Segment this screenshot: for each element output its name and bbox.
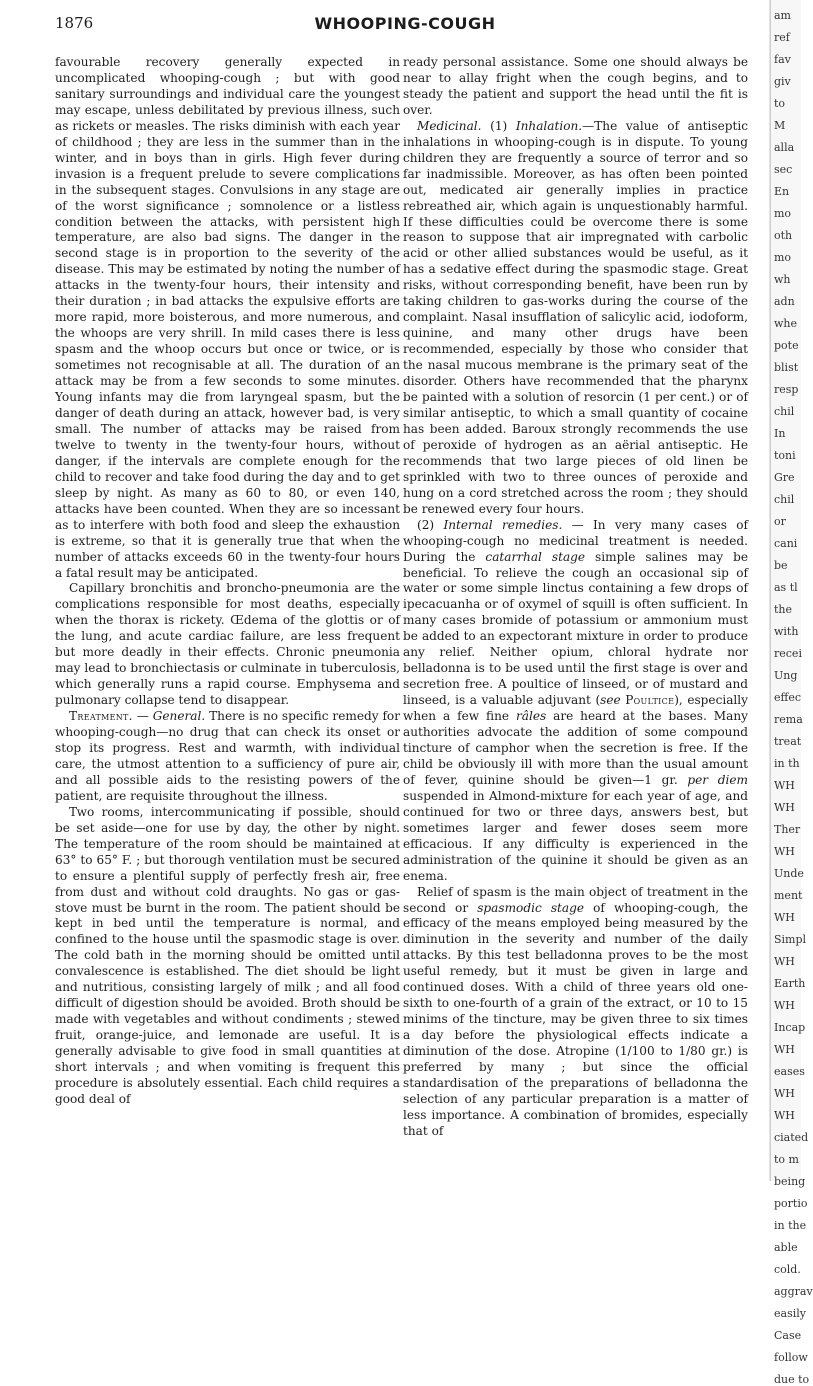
edge-fragment: chil [774,493,795,506]
text: ), especially when a few fine [403,693,748,724]
text: — In very many cases of whooping-cough no medicinal treatment is needed. During the [403,517,748,564]
edge-fragment: aggrav [774,1285,813,1298]
edge-fragment: rema [774,713,803,726]
edge-fragment: Ung [774,669,798,682]
edge-fragment: giv [774,75,791,88]
edge-fragment: in th [774,757,800,770]
edge-fragment: fav [774,53,791,66]
edge-fragment: Case [774,1329,802,1342]
edge-fragment: WH [774,1043,795,1056]
dash: — [132,709,153,724]
edge-fragment: Incap [774,1021,806,1034]
paragraph-inhalation [403,119,748,518]
edge-fragment: pote [774,339,799,352]
text: Relief of spasm is the main object of treatment in the second or [403,884,748,915]
subheading-inhalation: Inhalation. [515,118,583,133]
term-see: see [600,693,621,708]
paragraph-complications: Capillary bronchitis and broncho-pneumonia are the complications responsible for most deaths, especially when the thorax is rickety. Œdema of the glottis or of the lung, and acute cardiac failure, are less frequent but more deadly in their effects. Chronic pneumonia may lead to bronchiectasis or culminate in tuberculosis, which generally runs a rapid course. Emphysema and pulmonary collapse tend to disappear. [55,581,400,708]
edge-fragment: am [774,9,791,22]
edge-fragment: as tl [774,581,798,594]
edge-fragment: mo [774,251,792,264]
term-per-diem: per diem [687,772,749,787]
edge-fragment: be [774,559,788,572]
edge-fragment: WH [774,955,795,968]
edge-fragment: portio [774,1197,808,1210]
edge-fragment: M [774,119,786,132]
text: simple salines may be beneficial. To relieve the cough an occasional sip of water or some simple linctus containing a few drops of ipecacuanha or of oxymel of squill is often sufficient. In many cases bromide of potassium or ammonium must be added to an expectorant mixture in order to produce any relief. Neither opium, chloral hydrate nor belladonna is to be used until the first stage is over and secretion free. A poultice of linseed, or of mustard and linseed, is a valuable adjuvant ( [403,549,748,708]
edge-fragment: treat [774,735,802,748]
edge-fragment: in the [774,1219,807,1232]
edge-fragment: being [774,1175,806,1188]
edge-fragment: sec [774,163,793,176]
edge-fragment: WH [774,845,795,858]
text: —The value of antiseptic inhalations in whooping-cough is in dispute. To young children they are frequently a source of terror and so far inadmissible. Moreover, as has often been pointed out, medicated air generally implies in practice rebreathed air, which again is unquestionably harmful. If these difficulties could be overcome there is some reason to suppose that air impregnated with carbolic acid or other allied substances would be useful, as it has a sedative effect during the spasmodic stage. Great risks, without corresponding benefit, have been run by taking children to gas-works during the course of the complaint. Nasal insufflation of salicylic acid, iodoform, quinine, and many other drugs have been recommended, especially by those who consider that the nasal mucous membrane is the primary seat of the disorder. Others have recommended that the pharynx be painted with a solution of resorcin (1 per cent.) or of similar antiseptic, to which a small quantity of cocaine has been added. Baroux strongly recommends the use of peroxide of hydrogen as an aërial antiseptic. He recommends that two large pieces of old linen be sprinkled with two to three ounces of peroxide and hung on a cord stretched across the room ; they should be renewed every four hours. [403,118,748,516]
edge-fragment: ciated [774,1131,809,1144]
left-column [55,55,400,1175]
edge-fragment: or [774,515,786,528]
edge-fragment: WH [774,1109,795,1122]
paragraph-internal-remedies [403,518,748,885]
edge-fragment: able [774,1241,798,1254]
edge-fragment: WH [774,801,795,814]
text: of whooping-cough, the efficacy of the means employed being measured by the diminution in the severity and number of the daily attacks. By this test belladonna proves to be the most useful remedy, but it must be given in large and continued doses. With a child of three years old one-sixth to one-fourth of a grain of the extract, or 10 to 15 minims of the tincture, may be given three to six times a day before the physiological effects indicate a diminution of the dose. Atropine (1/100 to 1/80 gr.) is preferred by many ; but since the official standardisation of the preparations of belladonna the selection of any particular preparation is a matter of less importance. A combination of bromides, especially that of [403,900,749,1138]
edge-fragment: to m [774,1153,799,1166]
edge-fragment: En [774,185,790,198]
edge-fragment: alla [774,141,795,154]
number: (2) [417,517,444,532]
adjacent-page-edge [770,0,813,1386]
edge-fragment: eases [774,1065,805,1078]
edge-fragment: toni [774,449,796,462]
edge-fragment: blist [774,361,799,374]
edge-fragment: WH [774,999,795,1012]
subheading-internal-remedies: Internal remedies. [443,517,563,532]
edge-fragment: cani [774,537,798,550]
edge-fragment: adn [774,295,795,308]
term-spasmodic-stage: spasmodic stage [477,900,584,915]
number: (1) [481,118,516,133]
page-header [55,14,755,44]
term-rales: râles [515,709,547,724]
edge-fragment: chil [774,405,795,418]
edge-fragment: whe [774,317,798,330]
edge-fragment: follow [774,1351,808,1364]
edge-fragment: recei [774,647,802,660]
edge-fragment: wh [774,273,791,286]
edge-fragment: resp [774,383,799,396]
cross-reference-poultice: Poultice [625,693,675,708]
edge-fragment: to [774,97,786,110]
edge-fragment: the [774,603,793,616]
edge-fragment: Gre [774,471,795,484]
edge-fragment: Simpl [774,933,807,946]
page-number: 1876 [55,14,94,32]
section-heading-treatment: Treatment. [69,709,133,724]
edge-fragment: ref [774,31,790,44]
text: suspended in Almond-mixture for each year of age, and continued for two or three days, answers best, but sometimes larger and fewer doses seem more efficacious. If any difficulty is experienced in the administration of the quinine it should be given as an enema. [403,788,748,883]
paragraph-prognosis: favourable recovery generally expected in uncomplicated whooping-cough ; but with good sanitary surroundings and individual care the youngest may escape, unless debilitated by previous illness, such as rickets or measles. The risks diminish with each year of childhood ; they are less in the summer than in the winter, and in boys than in girls. High fever during invasion is a frequent prelude to severe complications in the subsequent stages. Convulsions in any stage are of the worst significance ; somnolence or a listless condition between the attacks, with persistent high temperature, are also bad signs. The danger in the second stage is in proportion to the severity of the disease. This may be estimated by noting the number of attacks in the twenty-four hours, their intensity and their duration ; in bad attacks the expulsive efforts are more rapid, more boisterous, and more numerous, and the whoops are very shrill. In mild cases there is less spasm and the whoop occurs but once or twice, or is sometimes not recognisable at all. The duration of an attack may be from a few seconds to some minutes. Young infants may die from laryngeal spasm, but the danger of death during an attack, however bad, is very small. The number of attacks may be raised from twelve to twenty in the twenty-four hours, without danger, if the intervals are complete enough for the child to recover and take food during the day and to get sleep by night. As many as 60 to 80, or even 140, attacks have been counted. When they are so incessant as to interfere with both food and sleep the exhaustion is extreme, so that it is generally true that when the number of attacks exceeds 60 in the twenty-four hours a fatal result may be anticipated. [55,55,400,580]
edge-fragment: easily [774,1307,806,1320]
subheading-medicinal: Medicinal. [417,118,482,133]
edge-fragment: effec [774,691,801,704]
edge-fragment: WH [774,779,795,792]
edge-fragment: cold. [774,1263,801,1276]
edge-fragment: Earth [774,977,806,990]
edge-fragment: WH [774,911,795,924]
paragraph-treatment-general [55,709,400,805]
edge-fragment: mo [774,207,792,220]
running-head: WHOOPING-COUGH [314,14,496,33]
edge-fragment: Ther [774,823,801,836]
paragraph-rooms: Two rooms, intercommunicating if possible, should be set aside—one for use by day, the other by night. The temperature of the room should be maintained at 63° to 65° F. ; but thorough ventilation must be secured to ensure a plentiful supply of perfectly fresh air, free from dust and without cold draughts. No gas or gas-stove must be burnt in the room. The patient should be kept in bed until the temperature is normal, and confined to the house until the spasmodic stage is over. The cold bath in the morning should be omitted until convalescence is established. The diet should be light and nutritious, consisting largely of milk ; and all food difficult of digestion should be avoided. Broth should be made with vegetables and without condiments ; stewed fruit, orange-juice, and lemonade are useful. It is generally advisable to give food in small quantities at short intervals ; and when vomiting is frequent this procedure is absolutely essential. Each child requires a good deal of [55,804,400,1106]
paragraph-assistance: ready personal assistance. Some one should always be near to allay fright when the cough begins, and to steady the patient and support the head until the fit is over. [403,55,748,117]
edge-fragment: ment [774,889,803,902]
edge-fragment: WH [774,1087,795,1100]
paragraph-spasm [403,885,748,1140]
right-column [403,55,748,1175]
edge-fragment: oth [774,229,793,242]
edge-fragment: Unde [774,867,804,880]
text: are heard at the bases. Many authorities advocate the addition of some compound tincture of camphor when the secretion is free. If the child be obviously ill with more than the usual amount of fever, quinine should be given—1 gr. [403,709,748,787]
subheading-general: General. [152,709,206,724]
edge-fragment: In [774,427,786,440]
edge-fragment: due to [774,1373,810,1386]
text: There is no specific remedy for whooping-cough—no drug that can check its onset or stop its progress. Rest and warmth, with individual care, the utmost attention to a sufficiency of pure air, and all possible aids to the resisting powers of the patient, are requisite throughout the illness. [55,709,400,803]
term-catarrhal-stage: catarrhal stage [485,549,586,564]
edge-fragment: with [774,625,799,638]
